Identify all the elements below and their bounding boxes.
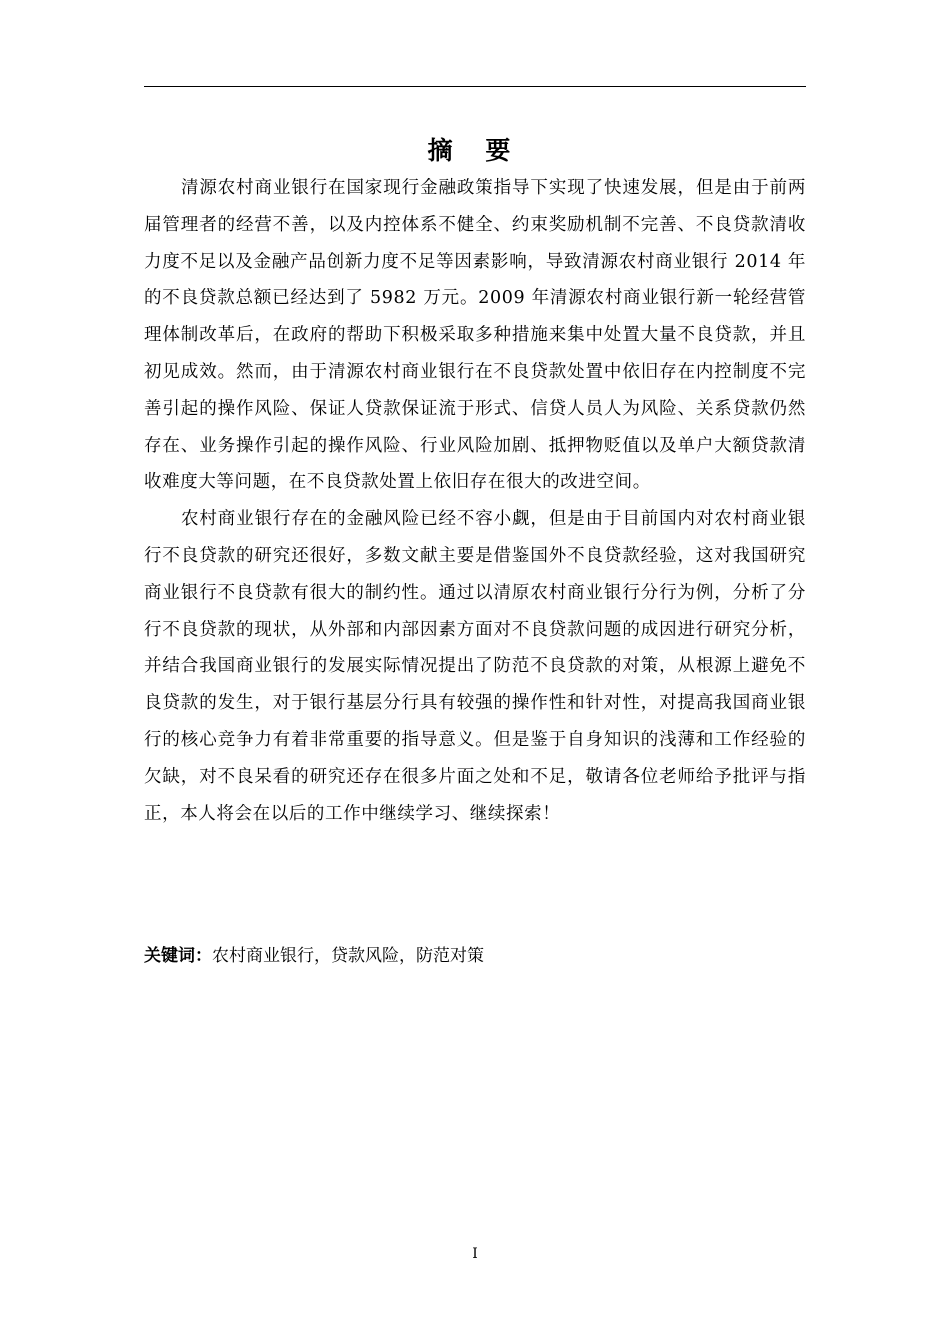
page-number: I xyxy=(472,1246,478,1262)
abstract-body xyxy=(144,170,806,832)
abstract-paragraph-1: 清源农村商业银行在国家现行金融政策指导下实现了快速发展，但是由于前两届管理者的经营不善，以及内控体系不健全、约束奖励机制不完善、不良贷款清收力度不足以及金融产品创新力度不足等因素影响，导致清源农村商业银行 2014 年的不良贷款总额已经达到了 5982 万元。2009 年清源农村商业银行新一轮经营管理体制改革后，在政府的帮助下积极采取多种措施来集中处置大量不良贷款，并且初见成效。然而，由于清源农村商业银行在不良贷款处置中依旧存在内控制度不完善引起的操作风险、保证人贷款保证流于形式、信贷人员人为风险、关系贷款仍然存在、业务操作引起的操作风险、行业风险加剧、抵押物贬值以及单户大额贷款清收难度大等问题，在不良贷款处置上依旧存在很大的改进空间。 xyxy=(144,178,806,493)
abstract-title: 摘 要 xyxy=(427,136,523,165)
keywords-line xyxy=(144,940,806,972)
keywords-label: 关键词： xyxy=(144,946,212,966)
header-rule xyxy=(144,86,806,87)
abstract-paragraph-2: 农村商业银行存在的金融风险已经不容小觑，但是由于目前国内对农村商业银行不良贷款的研究还很好，多数文献主要是借鉴国外不良贷款经验，这对我国研究商业银行不良贷款有很大的制约性。通过以清原农村商业银行分行为例，分析了分行不良贷款的现状，从外部和内部因素方面对不良贷款问题的成因进行研究分析，并结合我国商业银行的发展实际情况提出了防范不良贷款的对策，从根源上避免不良贷款的发生，对于银行基层分行具有较强的操作性和针对性，对提高我国商业银行的核心竞争力有着非常重要的指导意义。但是鉴于自身知识的浅薄和工作经验的欠缺，对不良呆看的研究还存在很多片面之处和不足，敬请各位老师给予批评与指正，本人将会在以后的工作中继续学习、继续探索！ xyxy=(144,509,806,824)
keywords-text: 农村商业银行，贷款风险，防范对策 xyxy=(212,946,484,966)
